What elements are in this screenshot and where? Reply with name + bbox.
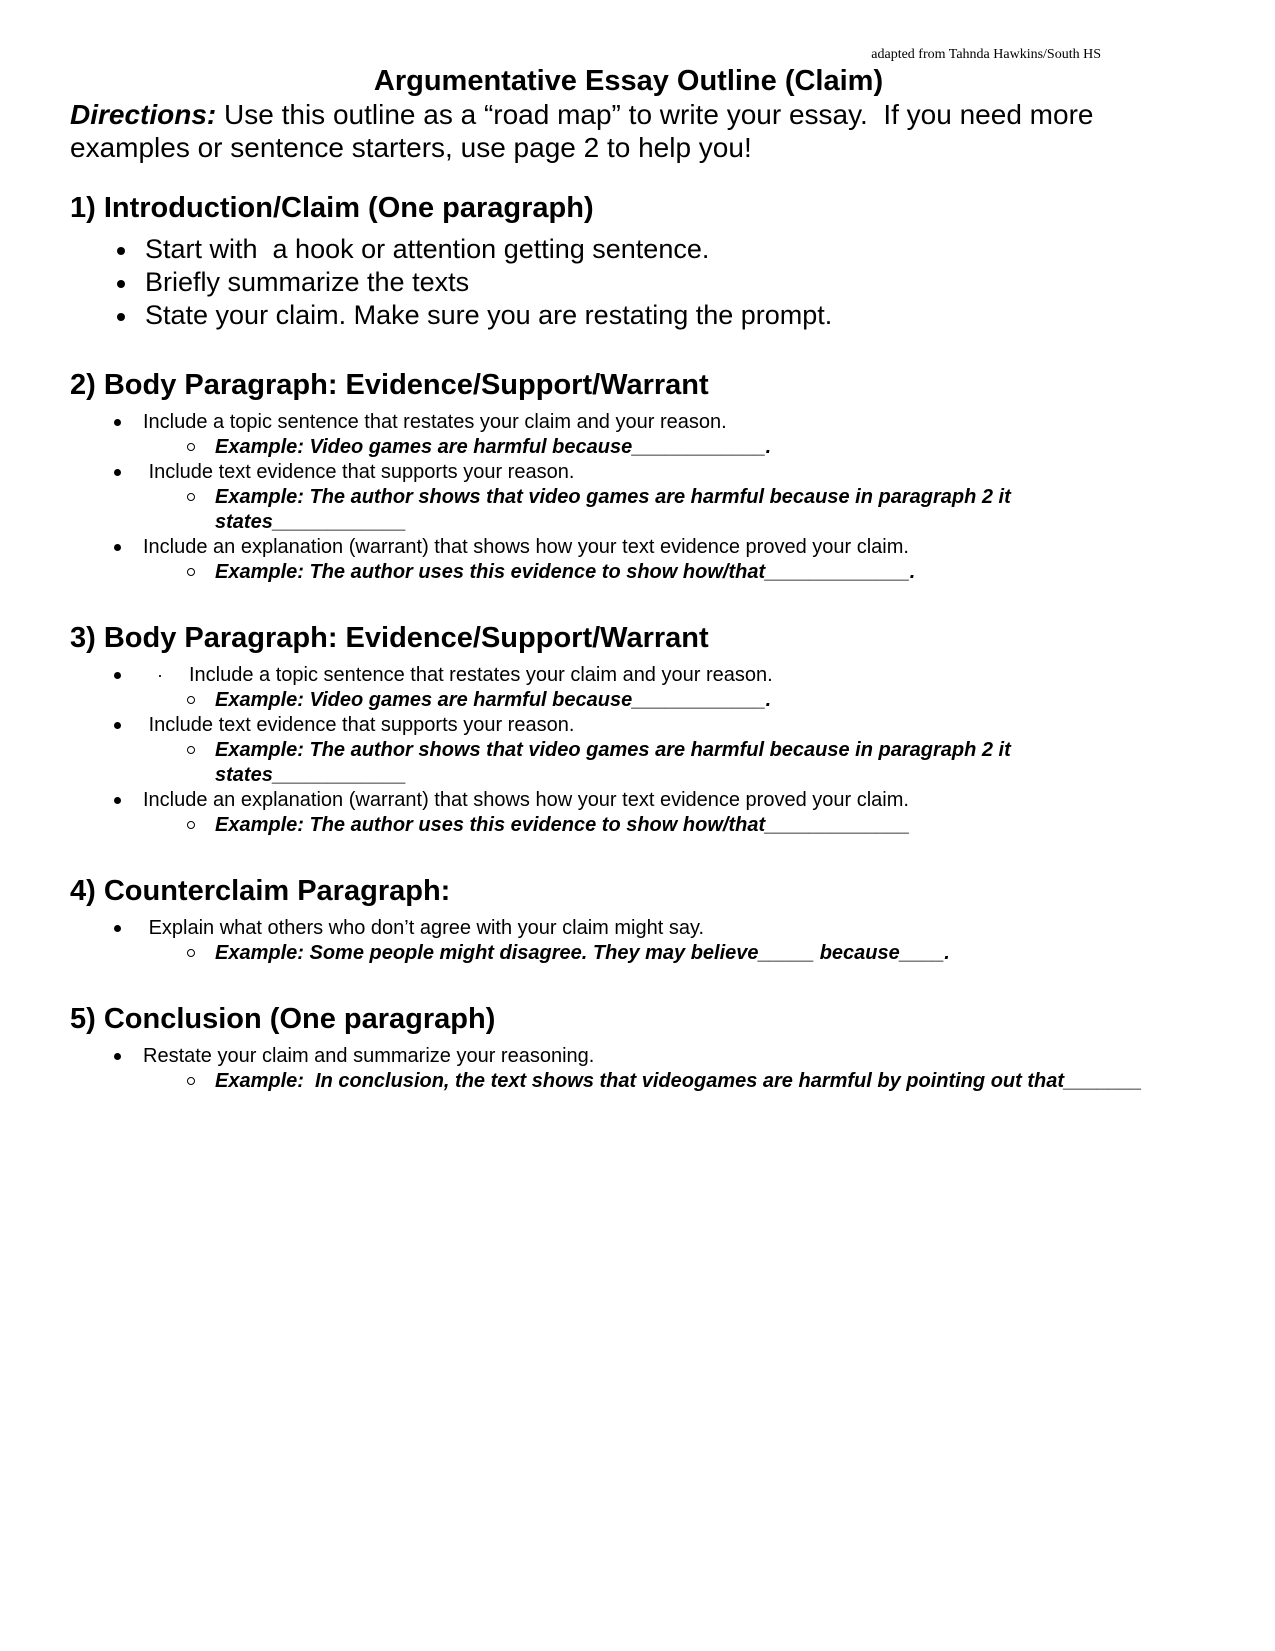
- attribution-text: adapted from Tahnda Hawkins/South HS: [871, 47, 1101, 62]
- section-body-paragraph-3: [70, 622, 1187, 838]
- stray-middot: ·: [157, 665, 163, 685]
- list-item: [70, 266, 1187, 299]
- example-text: Example: The author shows that video games are harmful because in paragraph 2 it states____________: [215, 739, 1017, 786]
- section-counterclaim: [70, 875, 1187, 966]
- bullet-list: [70, 663, 1187, 838]
- bullet-text: [143, 663, 1187, 688]
- example-text: Example: Video games are harmful because____________.: [215, 436, 772, 458]
- example-text: Example: The author shows that video games are harmful because in paragraph 2 it states____________: [215, 486, 1017, 533]
- section-heading: 2) Body Paragraph: Evidence/Support/Warrant: [70, 369, 709, 401]
- bullet-list: [70, 233, 1187, 332]
- example-text: Example: The author uses this evidence to show how/that_____________: [215, 814, 910, 836]
- section-conclusion: [70, 1003, 1187, 1094]
- list-item: [70, 1044, 1187, 1094]
- bullet-text: Include a topic sentence that restates your claim and your reason.: [143, 411, 727, 433]
- list-item: [70, 233, 1187, 266]
- section-introduction-claim: [70, 192, 1187, 332]
- list-item: [70, 535, 1187, 585]
- bullet-text: Briefly summarize the texts: [145, 267, 470, 297]
- section-heading: 4) Counterclaim Paragraph:: [70, 875, 451, 907]
- list-item: [70, 713, 1187, 788]
- list-item: [70, 299, 1187, 332]
- section-heading: 5) Conclusion (One paragraph): [70, 1003, 496, 1035]
- bullet-list: [70, 410, 1187, 585]
- list-item: [70, 410, 1187, 460]
- bullet-text: Include an explanation (warrant) that shows how your text evidence proved your claim.: [143, 536, 909, 558]
- example-text: Example: The author uses this evidence to show how/that_____________.: [215, 561, 916, 583]
- list-item: [70, 460, 1187, 535]
- example-text: Example: In conclusion, the text shows that videogames are harmful by pointing out that_______: [215, 1070, 1142, 1092]
- bullet-text: State your claim. Make sure you are restating the prompt.: [145, 300, 833, 330]
- section-heading: 3) Body Paragraph: Evidence/Support/Warrant: [70, 622, 709, 654]
- example-text: Example: Video games are harmful because____________.: [215, 689, 772, 711]
- list-item: [70, 788, 1187, 838]
- section-body-paragraph-2: [70, 369, 1187, 585]
- bullet-text: Include text evidence that supports your reason.: [143, 714, 575, 736]
- bullet-text: Restate your claim and summarize your reasoning.: [143, 1045, 595, 1067]
- directions-text: Use this outline as a “road map” to write your essay. If you need more examples or sentence starters, use page 2 to help you!: [70, 99, 1102, 163]
- bullet-text: Include an explanation (warrant) that shows how your text evidence proved your claim.: [143, 789, 909, 811]
- list-item: [70, 916, 1187, 966]
- bullet-text: Explain what others who don’t agree with your claim might say.: [143, 917, 705, 939]
- bullet-list: [70, 1044, 1187, 1094]
- list-item: [70, 663, 1187, 713]
- bullet-text-inner: Include a topic sentence that restates your claim and your reason.: [189, 664, 773, 686]
- bullet-text: Start with a hook or attention getting sentence.: [145, 234, 710, 264]
- directions-label: Directions:: [70, 99, 217, 130]
- bullet-list: [70, 916, 1187, 966]
- directions: [70, 98, 1187, 164]
- example-text: Example: Some people might disagree. They may believe_____ because____.: [215, 942, 950, 964]
- page-title: Argumentative Essay Outline (Claim): [373, 65, 884, 97]
- section-heading: 1) Introduction/Claim (One paragraph): [70, 192, 594, 224]
- bullet-text: Include text evidence that supports your reason.: [143, 461, 575, 483]
